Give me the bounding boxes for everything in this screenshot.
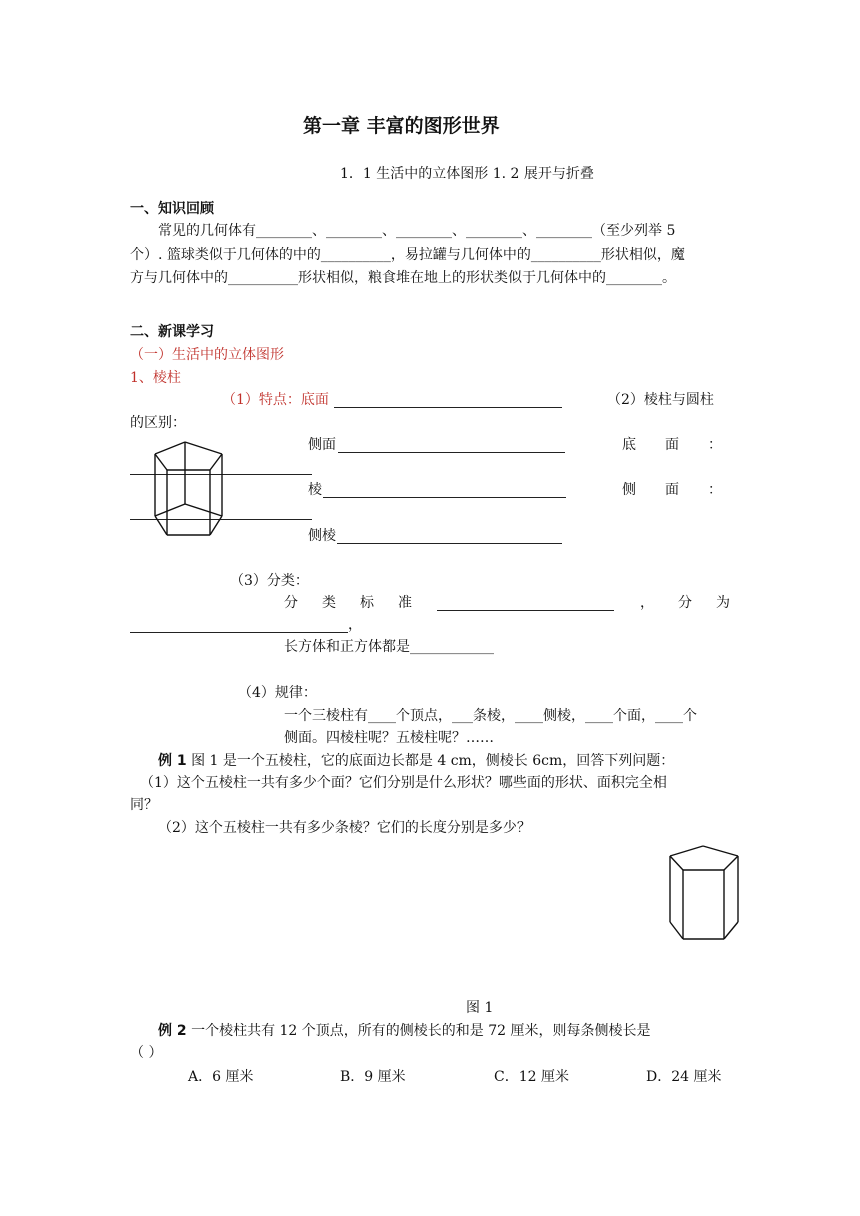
criteria-blank [437, 610, 614, 611]
criteria-char-1: 分 [284, 595, 298, 611]
classify-label: （3）分类： [230, 573, 309, 589]
criteria-char-2: 类 [322, 595, 336, 611]
criteria-char-3: 标 [360, 595, 374, 611]
example-2-answer-paren: （ ） [130, 1045, 163, 1061]
side-face-compare [622, 480, 722, 500]
review-line-2: 个）. 篮球类似于几何体的中的__________，易拉罐与几何体中的__________形状相似，魔 [130, 247, 685, 263]
criteria-char-4: 准 [398, 595, 412, 611]
cuboid-sentence: 长方体和正方体都是____________ [284, 639, 494, 655]
divide-as: 为 [716, 595, 730, 611]
divide-end-comma: ， [348, 617, 362, 633]
pentagonal-prism-figure-1 [666, 842, 744, 944]
feature-base-blank [334, 407, 562, 408]
section-subtitle: 1．1 生活中的立体图形 1. 2 展开与折叠 [340, 166, 594, 182]
figure-1-caption: 图 1 [466, 1000, 494, 1016]
knowledge-review-heading: 一、知识回顾 [130, 201, 214, 217]
side-face-blank [338, 452, 565, 453]
side-char-1: 侧 [622, 482, 636, 498]
law-line-1: 一个三棱柱有____个顶点，___条棱，____侧棱，____个面，____个 [284, 708, 697, 724]
example-2-label: 例 2 [158, 1023, 187, 1039]
example-1-text: 图 1 是一个五棱柱，它的底面边长都是 4 cm，侧棱长 6cm，回答下列问题： [186, 753, 675, 769]
edge-blank [323, 497, 566, 498]
review-line-3: 方与几何体中的__________形状相似，粮食堆在地上的形状类似于几何体中的________。 [130, 270, 676, 286]
feature-label: （1）特点：底面 [222, 392, 329, 408]
example-1-q2: （2）这个五棱柱一共有多少条棱？它们的长度分别是多少？ [158, 820, 531, 836]
prism-heading: 1、棱柱 [130, 370, 181, 386]
review-line-1: 常见的几何体有________、________、________、________、________（至少列举 5 [158, 223, 676, 239]
side-edge-blank [337, 543, 562, 544]
side-char-2: 面 [665, 482, 679, 498]
criteria-comma: ， [640, 595, 654, 611]
option-a: A．6 厘米 [188, 1069, 254, 1085]
divide-blank [130, 632, 348, 633]
example-2 [158, 1021, 651, 1041]
side-char-3: ： [708, 482, 722, 498]
classify-criteria [284, 593, 412, 613]
bottom-char-3: ： [708, 437, 722, 453]
side-edge-label: 侧棱 [308, 528, 336, 544]
option-d: D．24 厘米 [646, 1069, 722, 1085]
law-label: （4）规律： [238, 685, 317, 701]
bottom-face-compare [622, 435, 722, 455]
example-2-text: 一个棱柱共有 12 个顶点，所有的侧棱长的和是 72 厘米，则每条侧棱长是 [186, 1023, 651, 1039]
example-1 [158, 751, 674, 771]
divide-word: 分 [678, 595, 692, 611]
edge-label: 棱 [308, 482, 322, 498]
law-line-2: 侧面。四棱柱呢？五棱柱呢？…… [284, 730, 494, 746]
difference-continuation: 的区别： [130, 415, 186, 431]
example-1-q1-line2: 同？ [130, 797, 158, 813]
side-face-label: 侧面 [308, 437, 336, 453]
option-c: C．12 厘米 [494, 1069, 569, 1085]
subsection-solids-heading: （一）生活中的立体图形 [130, 347, 284, 363]
example-1-q1-line1: （1）这个五棱柱一共有多少个面？它们分别是什么形状？哪些面的形状、面积完全相 [140, 775, 667, 791]
bottom-char-2: 面 [665, 437, 679, 453]
difference-label: （2）棱柱与圆柱 [607, 392, 714, 408]
new-lesson-heading: 二、新课学习 [130, 324, 214, 340]
example-1-label: 例 1 [158, 753, 187, 769]
pentagonal-prism-figure-small [150, 436, 230, 542]
page-title: 第一章 丰富的图形世界 [303, 115, 500, 137]
bottom-char-1: 底 [622, 437, 636, 453]
option-b: B．9 厘米 [340, 1069, 406, 1085]
